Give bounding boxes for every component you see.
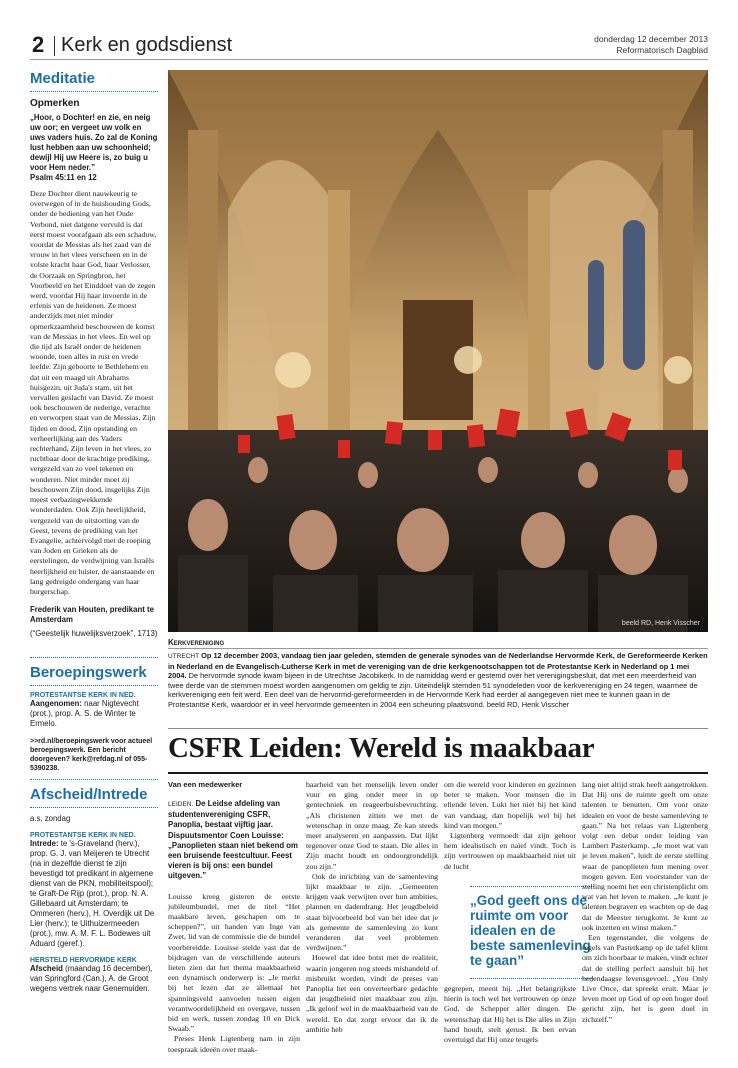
church-interior-illustration — [168, 70, 708, 632]
article-column-1 — [168, 780, 300, 1055]
afscheid-text1 — [30, 839, 158, 949]
divider — [30, 657, 158, 658]
lead-text: De Leidse afdeling van studentenvereniging CSFR, Panoplia, bestaat vijftig jaar. Dispuutsmentor Coen Louisse: „Panoplieten staan niet bekend om een bruisende feestcultuur. Feest vieren is bij ons: een bundel uitgeven.” — [168, 799, 298, 881]
afscheid-title: Afscheid/Intrede — [30, 786, 148, 804]
photo-credit: beeld RD, Henk Visscher — [621, 620, 700, 627]
paragraph: lang niet altijd strak heeft aangetrokken. Dat Hij ons de ruimte geeft om onze talenten te benutten. Om voor onze idealen en voor de beste samenleving te gaan.” Na het relaas van Ligtenberg volgt een debat onder leiding van Lambert Pasterkamp. „Je moet wat van je leven maken”, luidt de eerste stelling waar de panoplieten hun mening over mogen geven. Een voorstander van de stelling noemt het een christenplicht om wat van het leven te maken. „Je kunt je talenten begraven en wachten op de dag dat de Meester terugkomt. Je kunt ze ook inzetten en winst maken.” — [582, 780, 708, 932]
section-title: Kerk en godsdienst — [61, 34, 233, 56]
bible-quote — [30, 113, 158, 183]
paragraph: baarheid van het menselijk leven onder vuur en ging onder meer in op gentechniek en reageerbuisbevruchting. „Als christenen zitten we met de wetenschap in onze maag. Ze kan steeds meer analyseren en aanpassen. Dat lijkt tegenover onze God te staan. Die alles in Zijn macht houdt en ondoorgrondelijk zou zijn.” — [306, 780, 438, 871]
caption-bold-text: Op 12 december 2003, vandaag tien jaar geleden, stemden de generale synodes van de Nederlandse Hervormde Kerk, de Gereformeerde Kerken in Nederland en de Evangelisch-Lutherse Kerk in met de vereniging van de drie kerkgenootschappen tot de Protestantse Kerk in Nederland op 1 mei 2004. — [168, 651, 708, 681]
church-name: PROTESTANTSE KERK IN NED. — [30, 832, 136, 840]
paragraph: Louisse kreeg gisteren de eerste jubileumbundel, met de titel “Het maakbare leven, geschapen om te scheppen?”, uit handen van Inge van Zwet, lid van de commissie die de bundel voorbereidde. Louisse stelde vast dat de bijdragen van de verschillende auteurs lieten zien dat het thema maakbaarheid een dynamisch onderwerp is: „Je merkt bij het lezen dat ze allemaal het spanningsveld aanvoelen tussen eigen verantwoordelijkheid en overgave, tussen bid en werk, tussen zondag 10 en Dick Swaab.” — [168, 891, 300, 1034]
beroepingswerk-note: >>rd.nl/beroepingswerk voor actueel beroepingswerk. Een bericht doorgeven? kerk@refdag.nl of 055-5390238. — [30, 738, 153, 773]
divider — [30, 807, 158, 808]
article-column-3-continued — [444, 984, 576, 1045]
synod-photo — [168, 70, 708, 632]
afscheid-day: a.s. zondag — [30, 814, 71, 824]
paragraph: gegrepen, meent hij. „Het belangrijkste hierin is toch wel het vertrouwen op onze God, de Schepper aller dingen. De wetenschap dat Hij het is Die alles in Zijn hand houdt, stelt gerust. Ik ben ervan overtuigd dat Hij onze teugels — [444, 984, 576, 1045]
paragraph: Ligtenberg vermoedt dat zijn gehoor hem idealistisch en naïef vindt. Toch is zijn vertrouwen op maakbaarheid niet uit de lucht — [444, 831, 576, 871]
meditatie-subtitle: Opmerken — [30, 98, 80, 109]
paragraph: Preses Henk Ligtenberg nam in zijn toespraak ideeën over maak- — [168, 1034, 300, 1054]
text: naar Nigtevecht (prot.), prop. A. S. de Winter te Ermelo. — [30, 699, 139, 729]
paragraph: om die wereld voor kinderen en gezinnen beter te maken. Voor mensen die in ellende leven. Lukt het niet bij het kind van vandaag, dan hopelijk wel bij het kind van morgen.” — [444, 780, 576, 830]
label: Aangenomen: — [30, 699, 82, 709]
bible-quote-text: „Hoor, o Dochter! en zie, en neig uw oor; en vergeet uw volk en uws vaders huis. Zo zal de Koning lust hebben aan uw schoonheid; dewijl Hij uw Heere is, zo buig u voor Hem neder.” — [30, 113, 158, 172]
newspaper-name: Reformatorisch Dagblad — [616, 45, 708, 55]
byline: Van een medewerker — [168, 780, 243, 789]
article-headline: CSFR Leiden: Wereld is maakbaar — [168, 732, 595, 764]
divider — [30, 779, 158, 780]
pull-quote: „God geeft ons de ruimte om voor idealen en de beste samenleving te gaan” — [470, 886, 594, 979]
page-number: 2 — [32, 32, 45, 57]
paragraph: Hoewel dat idee botst met de realiteit, waarin jongeren nog steeds mishandeld of misbruikt worden, vindt de preses van Panoplia het een onverteerbare gedachte dat jeugdbeleid niet maakbaar zou zijn. „Ik geloof wel in de maakbaarheid van de wereld. En dat zorgt ervoor dat ik de ambitie heb — [306, 953, 438, 1034]
page-header — [30, 30, 708, 60]
issue-date: donderdag 12 december 2013 — [594, 34, 708, 44]
afscheid-text2 — [30, 964, 158, 994]
header-dateline — [594, 34, 708, 56]
beroepingswerk-text — [30, 699, 158, 729]
paragraph: Ook de inrichting van de samenleving lijkt maakbaar te zijn. „Gemeenten krijgen vaak verwijten over hun ambities, plannen en dadendrang. Het jeugdbeleid staat bijvoorbeeld bol van het idee dat je als gemeente de samenleving zo kunt veranderen dat veel problemen verdwijnen.” — [306, 871, 438, 953]
article-column-3 — [444, 780, 576, 872]
meditatie-body: Deze Dochter dient nauwkeurig te overwegen of in de huishouding Gods, onder de bediening van het Oude Verbond, niet datgene vervuld is dat eerst moest voorafgaan als een schaduw, voordat de Messias als het zaad van de vrouw in het vlees verscheen en in de volste kracht haar God, haar Verlosser, de Oorzaak en Springbron, het Voorbeeld en het Einddoel van de zegen werd, voordat Hij haar invoerde in de erfenis van de heidenen. Ze moest anderzijds met niet minder opmerkzaamheid beschouwen de komst van de Messias in het vlees. En wel op die tijd als Israël onder de heidenen woonde, toen alles in rust en vrede leefde: Zijn geboorte te Bethlehem en dat uit een maagd uit Abrahams huisgezin, uit Juda's stam, uit het vervallen geslacht van David. Ze moest ook beschouwen de nederige, verachte en verworpen staat van de Messias, Zijn lijden en dood, Zijn opstanding en verheerlijking aan des Vaders rechterhand, Zijn leven in het vlees, zo ruchtbaar door de krachtige prediking, vergezeld van zo veel tekenen en wonderen. Niet minder moet zij beschouwen Zijn dood, insgelijks Zijn meest verbazingwekkende wonderdaden. Ook Zijn heerlijkheid, vergezeld van de uitstorting van de Geest, tevens de prediking van het Evangelie, achtervolgd met de roeping van Joden en Grieken als de eerstelingen, de verdwijning van Israëls heerlijkheid en luister, de aanstaande en lang gedreigde ondergang van haar burgerschap. — [30, 189, 157, 596]
caption-title: Kerkvereniging — [168, 638, 708, 649]
beroepingswerk-title: Beroepingswerk — [30, 664, 147, 682]
divider — [168, 728, 708, 729]
text: (maandag 16 december), van Springford (Can.), A. de Groot wegens vertrek naar Genemuiden. — [30, 964, 153, 994]
caption-credit: beeld RD, Henk Visscher — [486, 699, 570, 709]
label: Intrede: — [30, 839, 59, 849]
meditatie-source: (“Geestelijk huwelijksverzoek”, 1713) — [30, 629, 158, 639]
paragraph: Een tegenstander, die volgens de regels van Pasterkamp op de tafel klimt om zich hoorbaar te maken, vindt echter dat de stelling perfect aansluit bij het hedendaagse levensgevoel. „You Only Live Once, dat spreekt eruit. Maar je leven moet op God of op een hoger doel gericht zijn, het is geen doel in zichzelf.” — [582, 933, 708, 1024]
caption-text: De hervormde synode kwam bijeen in de Utrechtse Jacobikerk. In de namiddag werd er gestemd over het verenigingsbesluit, dat met een meerderheid van twee derde van de stemmen moest worden aangenomen om geldig te zijn. Uiteindelijk stemden 51 synodeleden voor de kerkvereniging en 24 tegen, waarmee de kerkvereniging een feit werd. Een deel van de hervormd-gereformeerden in de Hervormde Kerk had eerder al aangegeven niet mee te kunnen gaan in de Protestantse Kerk, waardoor er in veel hervormde gemeenten in 2004 een scheuring plaatsvond. — [168, 671, 698, 709]
meditatie-author: Frederik van Houten, predikant te Amsterdam — [30, 605, 154, 625]
meditatie-title: Meditatie — [30, 70, 96, 87]
label: Afscheid — [30, 964, 63, 974]
header-divider — [54, 36, 55, 56]
dateline: LEIDEN. — [168, 801, 194, 808]
article-column-2 — [306, 780, 438, 1035]
text: te 's-Graveland (herv.), prop. G. J. van Meijeren te Utrecht (na in dezelfde dienst te zijn bevestigd tot predikant in algemene dienst van de PKN, mobiliteitspool); te Graft-De Rijp (prot.), prop. N. A. Gillebaard uit Amsterdam; te Ommeren (herv.), H. Overdijk uit De Lier (herv.); te Uithuizermeeden (prot.), mw. A. M. F. L. Bodewes uit Aduard (geref.). — [30, 839, 155, 949]
church-name: PROTESTANTSE KERK IN NED. — [30, 692, 136, 700]
divider — [168, 772, 708, 774]
left-column — [30, 70, 158, 994]
caption-location: UTRECHT — [168, 653, 200, 660]
bible-quote-ref: Psalm 45:11 en 12 — [30, 173, 97, 182]
photo-caption — [168, 638, 708, 710]
divider — [30, 685, 158, 686]
divider — [30, 91, 158, 92]
article-column-4 — [582, 780, 708, 1025]
church-name: HERSTELD HERVORMDE KERK — [30, 957, 137, 965]
article-lead — [168, 799, 300, 882]
